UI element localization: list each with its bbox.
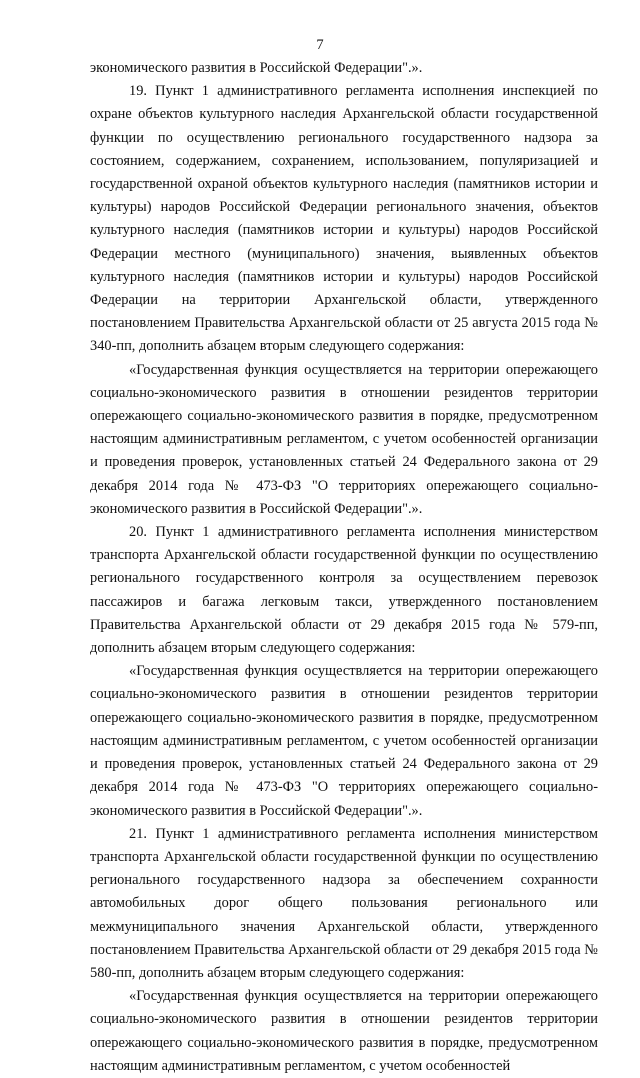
paragraph-item-20: 20. Пункт 1 административного регламента исполнения министерством транспорта Архангельской области государственной функции по осуществлению регионального государственного контроля за осуществлением перевозок пассажиров и багажа легковым такси, утвержденного постановлением Правительства Архангельской области от 29 декабря 2015 года № 579-пп, дополнить абзацем вторым следующего содержания: — [90, 524, 598, 657]
paragraph-item-19: 19. Пункт 1 административного регламента исполнения инспекцией по охране объектов культурного наследия Архангельской области государственной функции по осуществлению регионального государственного надзора за состоянием, содержанием, сохранением, использованием, популяризацией и государственной охраной объектов культурного наследия (памятников истории и культуры) народов Российской Федерации регионального значения, объектов культурного наследия (памятников истории и культуры) народов Российской Федерации местного (муниципального) значения, выявленных объектов культурного наследия (памятников истории и культуры) народов Российской Федерации на территории Архангельской области, утвержденного постановлением Правительства Архангельской области от 25 августа 2015 года № 340-пп, дополнить абзацем вторым следующего содержания: — [90, 83, 598, 355]
paragraph-continuation: экономического развития в Российской Федерации".». — [90, 60, 423, 76]
paragraph-quote-19: «Государственная функция осуществляется на территории опережающего социально-экономического развития в отношении резидентов территории опережающего социально-экономического развития в порядке, предусмотренном настоящим административным регламентом, с учетом особенностей организации и проведения проверок, установленных статьей 24 Федерального закона от 29 декабря 2014 года № 473-ФЗ "О территориях опережающего социально-экономического развития в Российской Федерации".». — [90, 361, 598, 517]
paragraph-quote-20: «Государственная функция осуществляется на территории опережающего социально-экономического развития в отношении резидентов территории опережающего социально-экономического развития в порядке, предусмотренном настоящим административным регламентом, с учетом особенностей организации и проведения проверок, установленных статьей 24 Федерального закона от 29 декабря 2014 года № 473-ФЗ "О территориях опережающего социально-экономического развития в Российской Федерации".». — [90, 663, 598, 819]
paragraph-item-21: 21. Пункт 1 административного регламента исполнения министерством транспорта Архангельской области государственной функции по осуществлению регионального государственного надзора за обеспечением сохранности автомобильных дорог общего пользования регионального или межмуниципального значения Архангельской области, утвержденного постановлением Правительства Архангельской области от 29 декабря 2015 года № 580-пп, дополнить абзацем вторым следующего содержания: — [90, 825, 598, 981]
page-number: 7 — [316, 37, 324, 53]
document-body — [90, 57, 598, 1078]
paragraph-quote-21: «Государственная функция осуществляется на территории опережающего социально-экономического развития в отношении резидентов территории опережающего социально-экономического развития в порядке, предусмотренном настоящим административным регламентом, с учетом особенностей — [90, 988, 598, 1074]
